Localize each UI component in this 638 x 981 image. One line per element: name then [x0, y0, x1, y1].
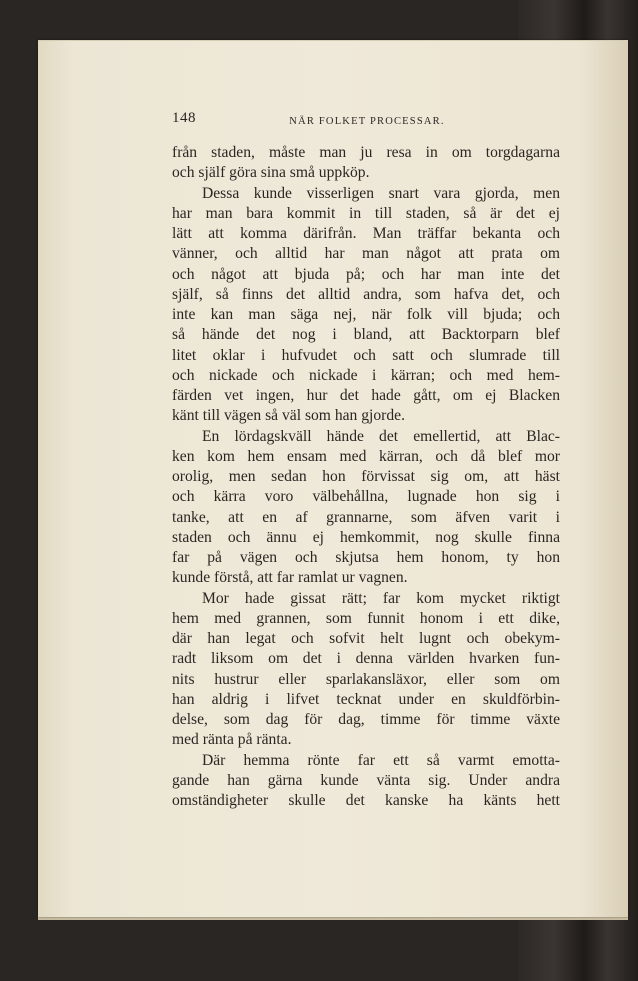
running-head: NÄR FOLKET PROCESSAR. [289, 116, 445, 127]
text-line: och kärra voro välbehållna, lugnade hon sig i [172, 488, 560, 506]
text-line: hem med grannen, som funnit honom i ett dike, [172, 609, 560, 627]
text-line: och något att bjuda på; och har man inte det [172, 265, 560, 283]
text-line: gande han gärna kunde vänta sig. Under andra [172, 771, 560, 789]
text-line: staden och ännu ej hemkommit, nog skulle finna [172, 528, 560, 546]
text-line: från staden, måste man ju resa in om torgdagarna [172, 144, 560, 161]
text-line: han aldrig i lifvet tecknat under en skuldförbin- [172, 690, 560, 708]
page-number: 148 [172, 110, 196, 126]
text-line: Där hemma rönte far ett så varmt emotta- [202, 751, 560, 769]
text-line: En lördagskväll hände det emellertid, att Blac- [202, 427, 560, 445]
text-line: vänner, och alltid har man något att prata om [172, 245, 560, 263]
text-line: nits hustrur eller sparlakansläxor, eller som om [172, 670, 560, 688]
text-line: färden vet ingen, hur det hade gått, om ej Blacken [172, 387, 560, 404]
text-line: litet oklar i hufvudet och satt och slumrade till [172, 346, 560, 364]
text-line: och nickade och nickade i kärran; och med hem- [172, 366, 560, 384]
text-line: inte kan man säga nej, när folk vill bjuda; och [172, 306, 560, 323]
text-line: lätt att komma därifrån. Man träffar bekanta och [172, 225, 560, 242]
text-line: och själf göra sina små uppköp. [172, 164, 370, 182]
text-line: radt liksom om det i denna världen hvarken fun- [172, 650, 560, 668]
text-line: far på vägen och skjutsa hem honom, ty hon [172, 549, 560, 566]
text-line: med ränta på ränta. [172, 731, 292, 749]
text-line: orolig, men sedan hon förvissat sig om, att häst [172, 468, 560, 485]
body-text [172, 143, 560, 811]
page-header [172, 110, 562, 132]
text-line: känt till vägen så väl som han gjorde. [172, 407, 405, 425]
text-line: där han legat och sofvit helt lugnt och obekym- [172, 630, 560, 647]
text-line: har man bara kommit in till staden, så är det ej [172, 204, 560, 222]
text-line: tanke, att en af grannarne, som äfven varit i [172, 508, 560, 526]
text-line: själf, så finns det alltid andra, som hafva det, och [172, 285, 560, 303]
text-line: Mor hade gissat rätt; far kom mycket riktigt [202, 589, 560, 607]
text-line: kunde förstå, att far ramlat ur vagnen. [172, 569, 408, 587]
text-line: omständigheter skulle det kanske ha känts hett [172, 792, 560, 809]
text-line: ken kom hem ensam med kärran, och då blef mor [172, 447, 560, 465]
text-line: så hände det nog i bland, att Backtorparn blef [172, 326, 560, 344]
text-line: delse, som dag för dag, timme för timme växte [172, 711, 560, 728]
text-line: Dessa kunde visserligen snart vara gjorda, men [202, 184, 560, 202]
